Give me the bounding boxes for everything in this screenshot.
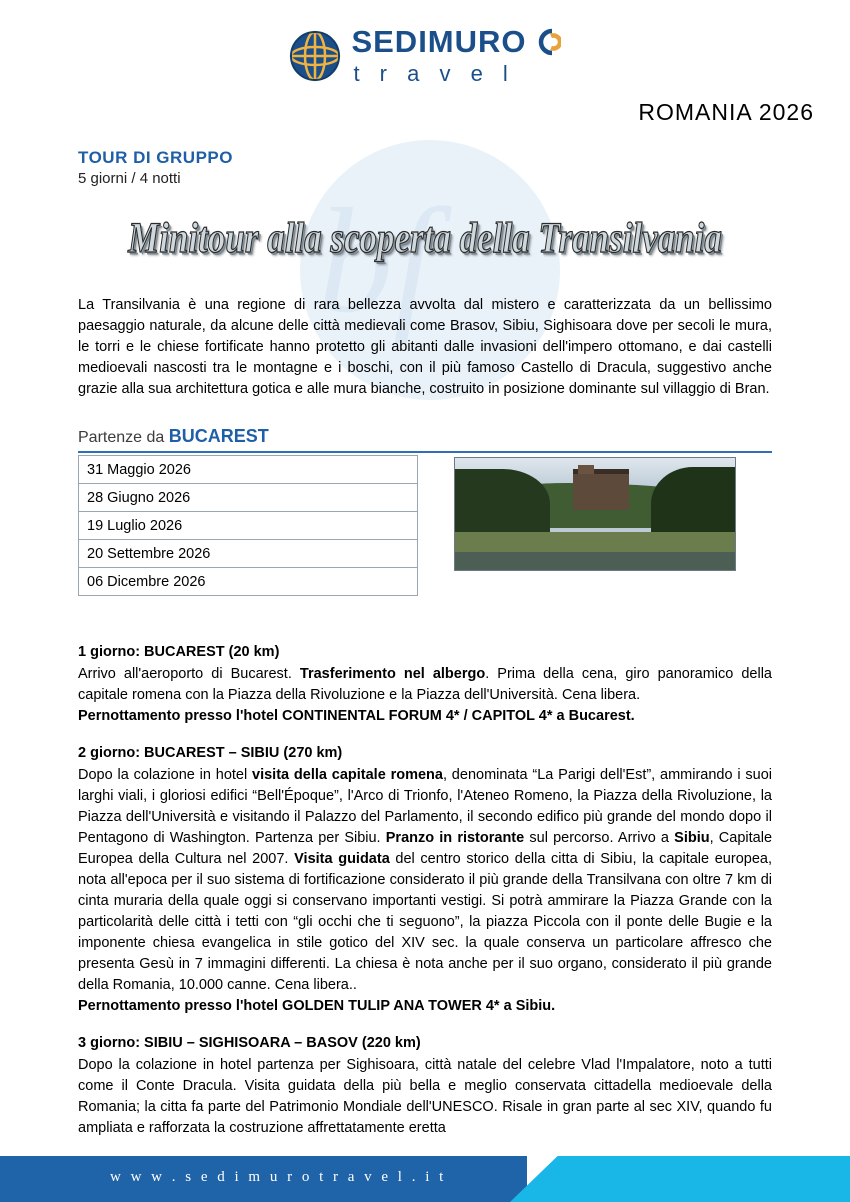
departure-date: 28 Giugno 2026 — [79, 484, 418, 512]
logo-name-top — [351, 26, 560, 57]
departures-city: BUCAREST — [168, 426, 269, 447]
itinerary-day-body: Arrivo all'aeroporto di Bucarest. Trasferimento nel albergo. Prima della cena, giro panoramico della capitale romena con la Piazza della Rivoluzione e la Piazza dell'Università. Cena libera. Pernottamento presso l'hotel CONTINENTAL FORUM 4* / CAPITOL 4* a Bucarest. — [78, 666, 772, 725]
itinerary-day — [78, 642, 772, 727]
photo-trees-left — [455, 469, 550, 538]
table-row — [79, 456, 418, 484]
table-row — [79, 568, 418, 596]
page-title: Minitour alla scoperta della Transilvania — [128, 213, 722, 262]
photo-trees-right — [651, 467, 735, 541]
table-row — [79, 484, 418, 512]
country-year: ROMANIA 2026 — [638, 99, 814, 125]
departures-table — [78, 455, 418, 596]
brand-header — [0, 0, 850, 85]
itinerary — [78, 642, 772, 1139]
departures-label: Partenze da — [78, 429, 169, 447]
footer-website-url[interactable]: w w w . s e d i m u r o t r a v e l . i t — [110, 1169, 447, 1185]
departure-date: 19 Luglio 2026 — [79, 512, 418, 540]
logo — [289, 26, 560, 85]
watermark-text: bf — [318, 178, 435, 344]
page-footer — [0, 1156, 850, 1202]
tour-summary — [78, 148, 850, 187]
itinerary-day-heading: 1 giorno: BUCAREST (20 km) — [78, 644, 280, 661]
departure-date: 31 Maggio 2026 — [79, 456, 418, 484]
tour-type: TOUR DI GRUPPO — [78, 148, 233, 167]
footer-band-right — [510, 1156, 850, 1202]
itinerary-day-body: Dopo la colazione in hotel partenza per Sighisoara, città natale del celebre Vlad l'Impalatore, noto a tutti come il Conte Dracula. Visita guidata della più bella e meglio conservata cittadella medioevale della Romania; la citta fa parte del Patrimonio Mondiale dell'UNESCO. Risale in gran parte al sec XIV, quando fu ampliata e rafforzata la costruzione affrettatamente eretta — [78, 1057, 772, 1137]
departure-date: 20 Settembre 2026 — [79, 540, 418, 568]
photo-water — [455, 552, 735, 570]
photo-castle — [573, 474, 629, 510]
logo-name-bottom: t r a v e l — [353, 61, 515, 86]
itinerary-day-heading: 3 giorno: SIBIU – SIGHISOARA – BASOV (220 km) — [78, 1035, 421, 1052]
departures-row — [78, 453, 814, 596]
table-row — [79, 512, 418, 540]
itinerary-day — [78, 743, 772, 1017]
tour-duration: 5 giorni / 4 notti — [78, 170, 181, 187]
table-row — [79, 540, 418, 568]
logo-text — [351, 26, 560, 85]
itinerary-day-body: Dopo la colazione in hotel visita della capitale romena, denominata “La Parigi dell'Est”, ammirando i suoi larghi viali, i gloriosi edifici “Bell'Époque”, l'Arco di Trionfo, l'Ateneo Romeno, la Piazza della Rivoluzione, la Piazza dell'Università e visitando il Palazzo del Parlamento, il secondo edifico più grande del mondo dopo il Pentagono di Washington. Partenza per Sibiu. Pranzo in ristorante sul percorso. Arrivo a Sibiu, Capitale Europea della Cultura nel 2007. Visita guidata del centro storico della citta di Sibiu, la capitale europea, nota all'epoca per il suo sistema di fortificazione considerato il più grande della Transilvana con oltre 7 km di cinta muraria della quale oggi si conservano importanti vestigi. Si potrà ammirare la Piazza Grande con la particolarità delle città i tetti con “gli occhi che ti seguono”, la piazza Piccola con il ponte delle Bugie e la imponente chiesa evangelica in stile gotico del XIV sec. la quale conserva un particolare affresco che presenta Gesù in 7 immagini differenti. La chiesa è nota anche per il suo organo, considerato il più grande della Romania, 10.000 canne. Cena libera.. Pernottamento presso l'hotel GOLDEN TULIP ANA TOWER 4* a Sibiu. — [78, 767, 773, 1015]
departure-date: 06 Dicembre 2026 — [79, 568, 418, 596]
itinerary-day — [78, 1033, 772, 1139]
globe-icon — [289, 30, 341, 82]
logo-name-top-label: SEDIMURO — [351, 24, 527, 59]
departures-heading — [78, 426, 850, 447]
intro-paragraph: La Transilvania è una regione di rara bellezza avvolta dal mistero e caratterizzata da un bellissimo paesaggio naturale, da alcune delle città medievali come Brasov, Sibiu, Sighisoara dove per secoli le mura, le torri e le chiese fortificate hanno protetto gli abitanti dalle invasioni dell'impero ottomano, e dai castelli medioevali nascosti tra le montagne e i boschi, con il più famoso Castello di Dracula, suggestivo anche grazie alla sua architettura gotica e alle mura bianche, costruito in posizione dominante sul villaggio di Bran. — [78, 297, 772, 398]
itinerary-day-heading: 2 giorno: BUCAREST – SIBIU (270 km) — [78, 745, 343, 762]
swirl-icon — [531, 27, 561, 57]
romania-landscape-photo — [454, 457, 736, 571]
